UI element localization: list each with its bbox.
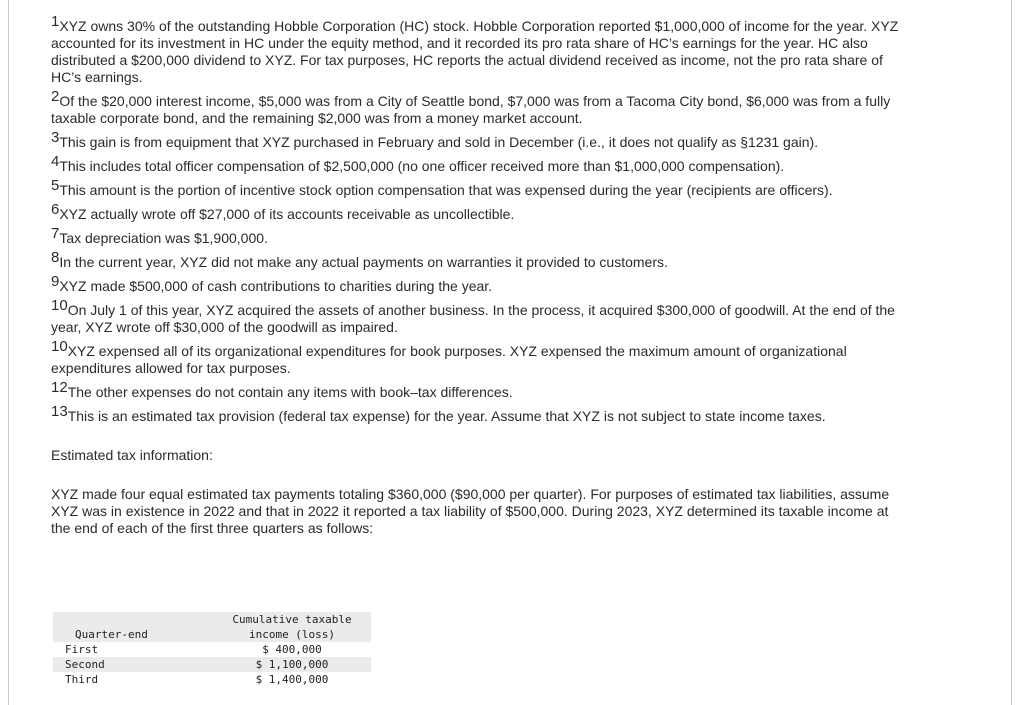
content-area bbox=[51, 13, 911, 537]
footnote bbox=[51, 297, 911, 336]
footnote-number: 10 bbox=[51, 338, 68, 355]
footnote-text: Tax depreciation was $1,900,000. bbox=[59, 230, 268, 246]
footnote-text: The other expenses do not contain any items with book–tax differences. bbox=[67, 384, 513, 400]
footnote-number: 6 bbox=[51, 201, 60, 218]
footnote bbox=[51, 13, 911, 86]
right-border bbox=[1011, 0, 1012, 705]
table-row bbox=[53, 642, 371, 657]
quarter-cell: First bbox=[65, 643, 99, 656]
estimated-tax-paragraph: XYZ made four equal estimated tax payments totaling $360,000 ($90,000 per quarter). For purposes of estimated tax liabilities, assume XYZ was in existence in 2022 and that in 2022 it reported a tax liability of $500,000. During 2023, XYZ determined its taxable income at the end of each of the first three quarters as follows: bbox=[51, 486, 890, 536]
left-border bbox=[8, 0, 9, 705]
table-row bbox=[53, 672, 371, 687]
footnote-text: In the current year, XYZ did not make any actual payments on warranties it provided to customers. bbox=[59, 254, 668, 270]
footnote-number: 1 bbox=[51, 13, 60, 30]
table-header-col1: Quarter-end bbox=[53, 627, 213, 642]
table-header-col2-line1: Cumulative taxable bbox=[213, 612, 371, 627]
footnote-number: 10 bbox=[51, 297, 68, 314]
footnote-number: 4 bbox=[51, 153, 60, 170]
table-header-blank bbox=[53, 612, 213, 627]
footnote-text: This is an estimated tax provision (federal tax expense) for the year. Assume that XYZ is not subject to state income taxes. bbox=[67, 408, 826, 424]
footnote bbox=[51, 225, 911, 247]
footnote-number: 3 bbox=[51, 129, 60, 146]
quarterly-income-table bbox=[53, 612, 371, 687]
income-cell: $ 400,000 bbox=[262, 643, 322, 656]
footnote bbox=[51, 273, 911, 295]
footnote bbox=[51, 338, 911, 377]
estimated-tax-label: Estimated tax information: bbox=[51, 447, 213, 463]
footnote bbox=[51, 249, 911, 271]
income-cell: $ 1,100,000 bbox=[213, 657, 371, 672]
footnote-text: This amount is the portion of incentive stock option compensation that was expensed during the year (recipients are officers). bbox=[59, 182, 833, 198]
income-cell: $ 1,400,000 bbox=[255, 673, 329, 686]
footnote-number: 5 bbox=[51, 177, 60, 194]
footnote bbox=[51, 88, 911, 127]
footnote bbox=[51, 129, 911, 151]
footnote-text: This includes total officer compensation of $2,500,000 (no one officer received more than $1,000,000 compensation). bbox=[59, 158, 785, 174]
footnote bbox=[51, 153, 911, 175]
table-header-col2-line2: income (loss) bbox=[213, 627, 371, 642]
footnote-text: XYZ actually wrote off $27,000 of its accounts receivable as uncollectible. bbox=[59, 206, 515, 222]
footnote-number: 7 bbox=[51, 225, 60, 242]
footnote-text: XYZ owns 30% of the outstanding Hobble Corporation (HC) stock. Hobble Corporation reported $1,000,000 of income for the year. XYZ accounted for its investment in HC under the equity method, and it recorded its pro rata share of HC’s earnings for the year. HC also distributed a $200,000 dividend to XYZ. For tax purposes, HC reports the actual dividend received as income, not the pro rata share of HC’s earnings. bbox=[51, 18, 899, 85]
footnote-text: On July 1 of this year, XYZ acquired the assets of another business. In the process, it acquired $300,000 of goodwill. At the end of the year, XYZ wrote off $30,000 of the goodwill as impaired. bbox=[51, 302, 895, 335]
footnote-number: 2 bbox=[51, 88, 60, 105]
footnote-text: Of the $20,000 interest income, $5,000 was from a City of Seattle bond, $7,000 was from a Tacoma City bond, $6,000 was from a fully taxable corporate bond, and the remaining $2,000 was from a money market account. bbox=[51, 93, 891, 126]
footnote-text: XYZ expensed all of its organizational expenditures for book purposes. XYZ expensed the maximum amount of organizational expenditures allowed for tax purposes. bbox=[51, 343, 847, 376]
footnote bbox=[51, 403, 911, 425]
footnote-list bbox=[51, 13, 911, 425]
footnote-text: This gain is from equipment that XYZ purchased in February and sold in December (i.e., it does not qualify as §1231 gain). bbox=[59, 134, 819, 150]
footnote-number: 9 bbox=[51, 273, 60, 290]
footnote-number: 12 bbox=[51, 379, 68, 396]
footnote-text: XYZ made $500,000 of cash contributions to charities during the year. bbox=[59, 278, 493, 294]
footnote bbox=[51, 201, 911, 223]
quarter-cell: Third bbox=[65, 673, 99, 686]
quarter-cell: Second bbox=[53, 657, 213, 672]
table-row bbox=[53, 657, 371, 672]
footnote bbox=[51, 379, 911, 401]
footnote-number: 8 bbox=[51, 249, 60, 266]
footnote-number: 13 bbox=[51, 403, 68, 420]
footnote bbox=[51, 177, 911, 199]
